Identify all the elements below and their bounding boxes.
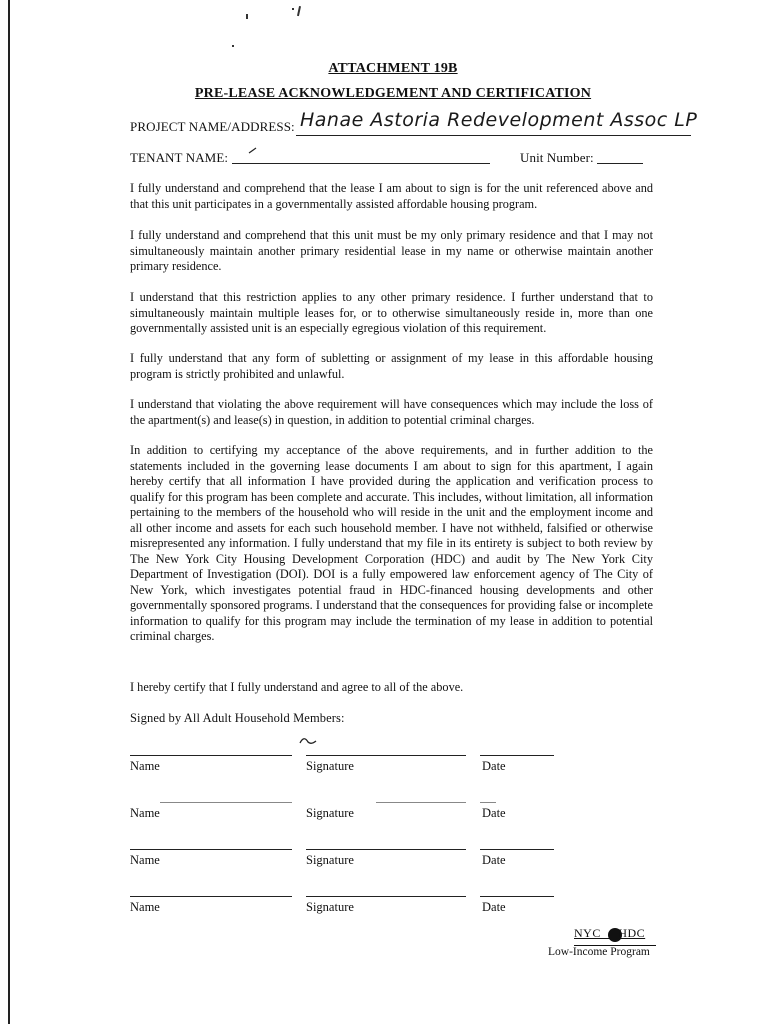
attachment-heading: ATTACHMENT 19B — [328, 61, 458, 76]
date-label: Date — [482, 900, 506, 914]
signature-line-4[interactable] — [306, 896, 466, 897]
project-name-handwritten[interactable]: Hanae Astoria Redevelopment Assoc LP — [300, 109, 698, 131]
logo-text: NYC HDC — [574, 926, 646, 940]
name-line-2[interactable] — [160, 802, 292, 803]
unit-number-label: Unit Number: — [520, 150, 594, 165]
date-label: Date — [482, 806, 506, 820]
project-name-label: PROJECT NAME/ADDRESS: — [130, 119, 295, 134]
signature-label: Signature — [306, 806, 354, 820]
paragraph-1: I fully understand and comprehend that the lease I am about to sign is for the unit referenced above and that this unit participates in a governmentally assisted affordable housing program. — [130, 181, 653, 211]
tenant-name-label: TENANT NAME: — [130, 150, 229, 165]
paragraph-6: In addition to certifying my acceptance of the above requirements, and in further addition to the statements included in the governing lease documents I am about to sign for this apartment, I again hereby certify that all information I have provided during the application and verification process to qualify for this program has been complete and accurate. This includes, without limitation, all information pertaining to the members of the household who will reside in the unit and the employment income and all other income and assets for each such household member. I have not withheld, falsified or otherwise misrepresented any information. I fully understand that my file in its entirety is subject to both review by The New York City Housing Development Corporation (HDC) and audit by The New York City Department of Investigation (DOI). DOI is a fully empowered law enforcement agency of The City of New York, which investigates potential fraud in HDC-financed housing developments and other governmentally sponsored programs. I understand that the consequences for providing false or incomplete information to qualify for this program may include the termination of my lease in addition to potential criminal charges. — [130, 443, 653, 643]
date-line-4[interactable] — [480, 896, 554, 897]
signature-label: Signature — [306, 900, 354, 914]
unit-number-field[interactable] — [597, 163, 643, 164]
paragraph-5: I understand that violating the above requirement will have consequences which may include the loss of the apartment(s) and lease(s) in question, in addition to potential criminal charges. — [130, 397, 653, 427]
scan-speck — [232, 45, 234, 47]
date-line-3[interactable] — [480, 849, 554, 850]
signature-line-1[interactable] — [306, 755, 466, 756]
scan-speck — [292, 8, 294, 10]
date-line-1[interactable] — [480, 755, 554, 756]
date-label: Date — [482, 759, 506, 773]
project-name-underline — [296, 135, 691, 136]
signature-line-3[interactable] — [306, 849, 466, 850]
scan-edge-line — [8, 0, 10, 1024]
initial-mark-icon — [298, 733, 318, 747]
name-label: Name — [130, 900, 160, 914]
name-label: Name — [130, 806, 160, 820]
date-line-2[interactable] — [480, 802, 496, 803]
name-line-4[interactable] — [130, 896, 292, 897]
scan-speck — [297, 6, 301, 16]
paragraph-2: I fully understand and comprehend that this unit must be my only primary residence and that I may not simultaneously maintain another primary residential lease in my name or otherwise maintain another primary residence. — [130, 228, 653, 273]
name-label: Name — [130, 759, 160, 773]
name-line-1[interactable] — [130, 755, 292, 756]
name-label: Name — [130, 853, 160, 867]
pen-mark-icon — [248, 146, 258, 154]
tenant-name-field[interactable] — [232, 163, 490, 164]
logo-caption: Low-Income Program — [548, 946, 650, 958]
paragraph-4: I fully understand that any form of subletting or assignment of my lease in this affordable housing program is strictly prohibited and unlawful. — [130, 351, 653, 381]
document-title: PRE-LEASE ACKNOWLEDGEMENT AND CERTIFICATION — [194, 86, 592, 101]
name-line-3[interactable] — [130, 849, 292, 850]
certification-statement: I hereby certify that I fully understand and agree to all of the above. — [130, 680, 464, 694]
scan-speck — [246, 14, 248, 19]
date-label: Date — [482, 853, 506, 867]
signature-label: Signature — [306, 759, 354, 773]
paragraph-3: I understand that this restriction applies to any other primary residence. I further understand that to simultaneously maintain multiple leases for, or to otherwise simultaneously reside in, more than one governmentally assisted unit is an especially egregious violation of this requirement. — [130, 290, 653, 335]
signature-line-2[interactable] — [376, 802, 466, 803]
signed-by-label: Signed by All Adult Household Members: — [130, 711, 345, 725]
signature-label: Signature — [306, 853, 354, 867]
